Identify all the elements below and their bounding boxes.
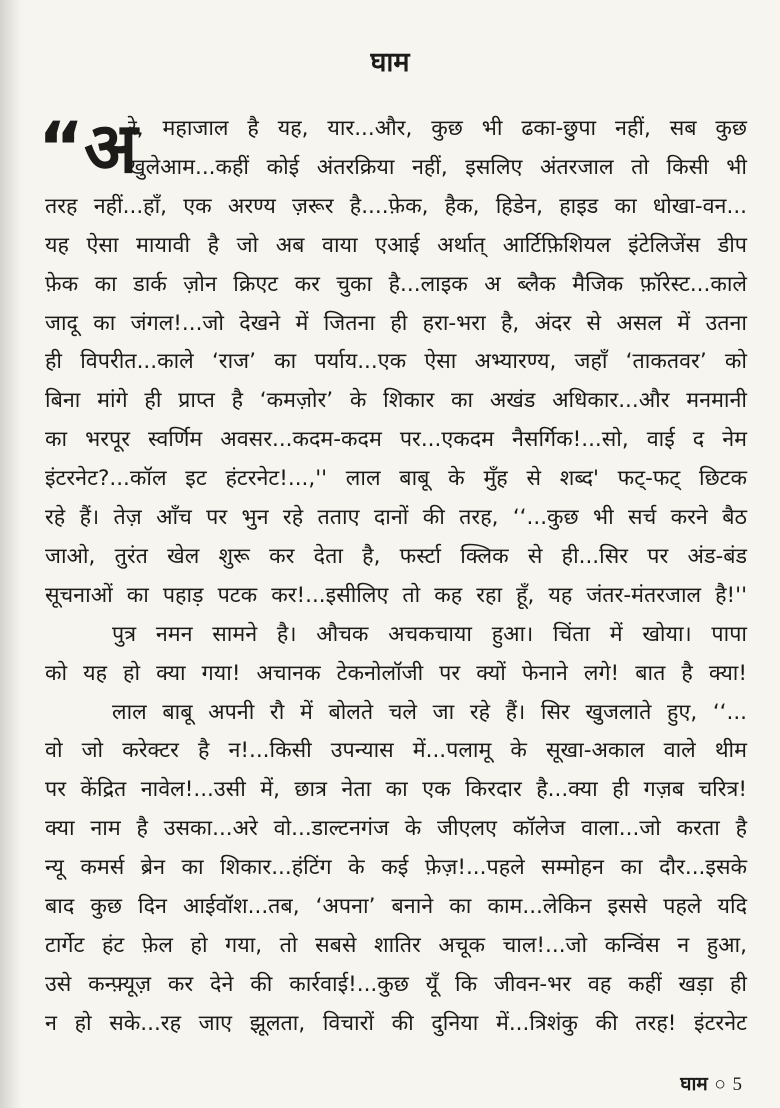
page-gutter-shadow — [0, 0, 22, 1108]
text-line: सूचनाओं का पहाड़ पटक कर!...इसीलिए तो कह रहा हूँ, यह जंतर-मंतरजाल है!'' — [45, 582, 747, 608]
text-line: पर केंद्रित नावेल!...उसी में, छात्र नेता का एक किरदार है...क्या ही गज़ब चरित्र! — [45, 777, 747, 803]
text-line: लाल बाबू अपनी रौ में बोलते चले जा रहे हैं। सिर खुजलाते हुए, ‘‘... — [112, 699, 747, 725]
text-line: वो जो करेक्टर है न!...किसी उपन्यास में...पलामू के सूखा-अकाल वाले थीम — [45, 738, 747, 764]
running-title: घाम — [680, 1073, 708, 1095]
text-line: पुत्र नमन सामने है। औचक अचकचाया हुआ। चिंता में खोया। पापा — [112, 621, 747, 647]
drop-cap: “अ — [38, 107, 138, 189]
text-line: टार्गेट हंट फ़ेल हो गया, तो सबसे शातिर अचूक चाल!...जो कन्विंस न हुआ, — [45, 932, 747, 958]
text-line: इंटरनेट?...कॉल इट हंटरनेट!...,'' लाल बाबू के मुँह से शब्द' फट्-फट् छिटक — [45, 466, 747, 492]
text-line: बाद कुछ दिन आईवॉश...तब, ‘अपना’ बनाने का काम...लेकिन इससे पहले यदि — [45, 894, 747, 919]
text-line: जाओ, तुरंत खेल शुरू कर देता है, फर्स्टा क्लिक से ही...सिर पर अंड-बंड — [45, 543, 747, 569]
text-line: रहे हैं। तेज़ आँच पर भुन रहे तताए दानों की तरह, ‘‘...कुछ भी सर्च करने बैठ — [45, 505, 747, 530]
text-line: का भरपूर स्वर्णिम अवसर...कदम-कदम पर...एकदम नैसर्गिक!...सो, वाई द नेम — [45, 427, 747, 453]
chapter-title: घाम — [370, 47, 410, 78]
text-line: रे, महाजाल है यह, यार...और, कुछ भी ढका-छुपा नहीं, सब कुछ — [128, 116, 747, 141]
text-line: उसे कन्फ़्यूज़ कर देने की कार्रवाई!...कुछ यूँ कि जीवन-भर वह कहीं खड़ा ही — [45, 971, 747, 997]
text-line: ही विपरीत...काले ‘राज’ का पर्याय...एक ऐसा अभ्यारण्य, जहाँ ‘ताकतवर’ को — [45, 349, 747, 375]
text-line: क्या नाम है उसका...अरे वो...डाल्टनगंज के जीएलए कॉलेज वाला...जो करता है — [45, 816, 747, 842]
text-line: खुलेआम...कहीं कोई अंतरक्रिया नहीं, इसलिए अंतरजाल तो किसी भी — [128, 154, 747, 180]
text-line: को यह हो क्या गया! अचानक टेकनोलॉजी पर क्यों फेनाने लगे! बात है क्या! — [45, 660, 747, 686]
text-line: तरह नहीं...हाँ, एक अरण्य ज़रूर है....फ़ेक, हैक, हिडेन, हाइड का धोखा-वन... — [45, 193, 747, 219]
text-line: जादू का जंगल!...जो देखने में जितना ही हरा-भरा है, अंदर से असल में उतना — [45, 310, 747, 336]
text-line: न हो सके...रह जाए झूलता, विचारों की दुनिया में...त्रिशंकु की तरह! इंटरनेट — [45, 1010, 747, 1036]
text-line: यह ऐसा मायावी है जो अब वाया एआई अर्थात् आर्टिफ़िशियल इंटेलिजेंस डीप — [45, 232, 747, 258]
text-line: फ़ेक का डार्क ज़ोन क्रिएट कर चुका है...लाइक अ ब्लैक मैजिक फ़ॉरेस्ट...काले — [45, 271, 747, 297]
text-line: बिना मांगे ही प्राप्त है ‘कमज़ोर’ के शिकार का अखंड अधिकार...और मनमानी — [45, 388, 747, 414]
text-line: न्यू कमर्स ब्रेन का शिकार...हंटिंग के कई फ़ेज़!...पहले सम्मोहन का दौर...इसके — [45, 855, 747, 881]
page-number: 5 — [732, 1074, 742, 1095]
separator-circle: ○ — [714, 1074, 726, 1095]
page-footer — [680, 1070, 742, 1096]
